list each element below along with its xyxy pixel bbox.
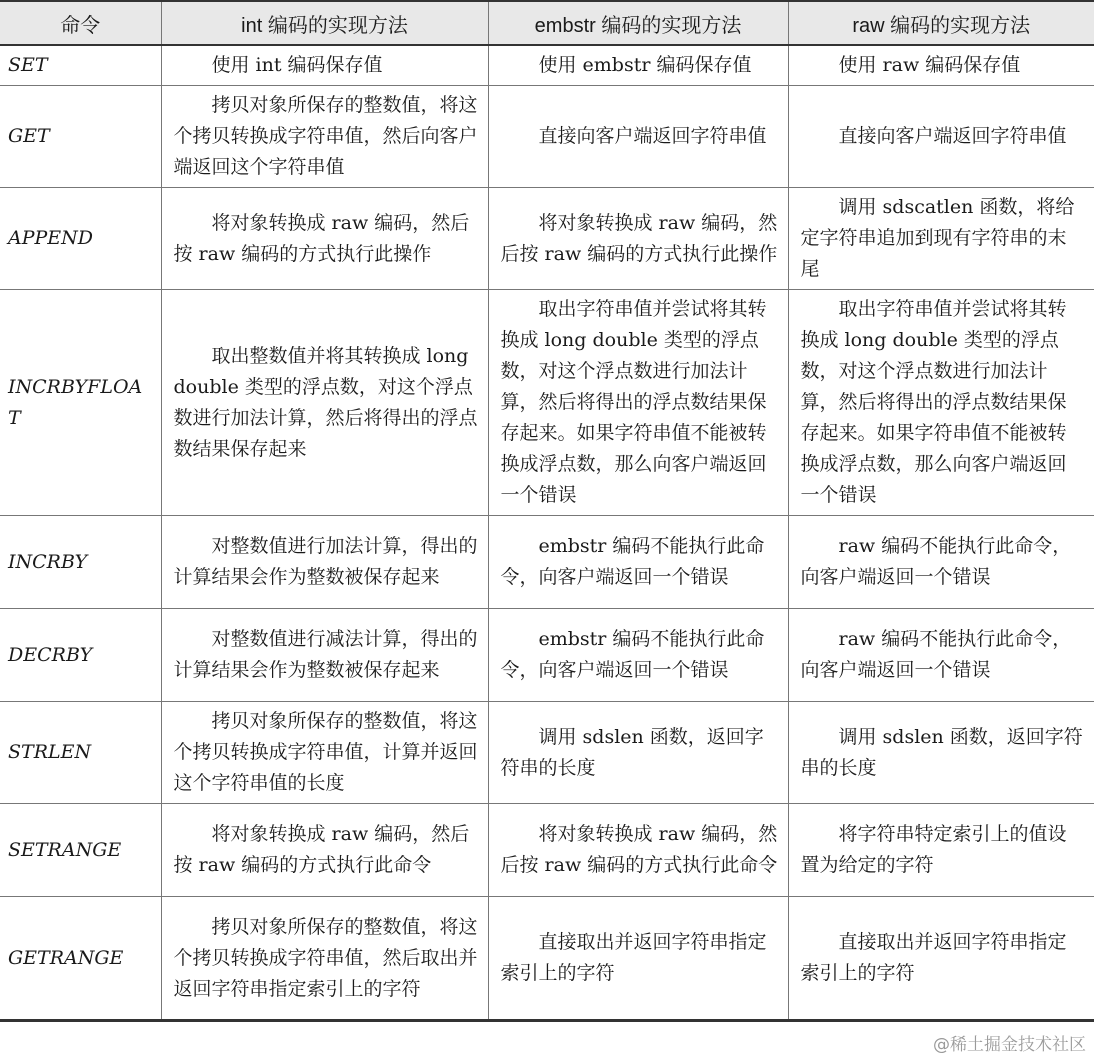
command-cell: GETRANGE <box>0 897 161 1021</box>
table-row <box>0 702 1094 804</box>
command-cell: INCRBYFLOAT <box>0 290 161 516</box>
table-row <box>0 609 1094 702</box>
command-cell: DECRBY <box>0 609 161 702</box>
command-cell: APPEND <box>0 188 161 290</box>
watermark: @稀土掘金技术社区 <box>933 1035 1086 1055</box>
raw-cell: raw 编码不能执行此命令，向客户端返回一个错误 <box>788 516 1094 609</box>
raw-cell: 调用 sdscatlen 函数，将给定字符串追加到现有字符串的末尾 <box>788 188 1094 290</box>
embstr-cell: 直接取出并返回字符串指定索引上的字符 <box>488 897 788 1021</box>
int-cell: 将对象转换成 raw 编码，然后按 raw 编码的方式执行此命令 <box>161 804 488 897</box>
embstr-cell: 将对象转换成 raw 编码，然后按 raw 编码的方式执行此操作 <box>488 188 788 290</box>
table-row <box>0 804 1094 897</box>
raw-cell: 直接向客户端返回字符串值 <box>788 86 1094 188</box>
embstr-cell: 将对象转换成 raw 编码，然后按 raw 编码的方式执行此命令 <box>488 804 788 897</box>
embstr-cell: embstr 编码不能执行此命令，向客户端返回一个错误 <box>488 609 788 702</box>
embstr-cell: 直接向客户端返回字符串值 <box>488 86 788 188</box>
table-row <box>0 290 1094 516</box>
header-command: 命令 <box>0 1 161 45</box>
header-embstr: embstr 编码的实现方法 <box>488 1 788 45</box>
embstr-cell: 使用 embstr 编码保存值 <box>488 45 788 86</box>
int-cell: 将对象转换成 raw 编码，然后按 raw 编码的方式执行此操作 <box>161 188 488 290</box>
raw-cell: 使用 raw 编码保存值 <box>788 45 1094 86</box>
raw-cell: 调用 sdslen 函数，返回字符串的长度 <box>788 702 1094 804</box>
int-cell: 使用 int 编码保存值 <box>161 45 488 86</box>
int-cell: 拷贝对象所保存的整数值，将这个拷贝转换成字符串值，然后向客户端返回这个字符串值 <box>161 86 488 188</box>
int-cell: 对整数值进行加法计算，得出的计算结果会作为整数被保存起来 <box>161 516 488 609</box>
int-cell: 取出整数值并将其转换成 long double 类型的浮点数，对这个浮点数进行加法计算，然后将得出的浮点数结果保存起来 <box>161 290 488 516</box>
int-cell: 对整数值进行减法计算，得出的计算结果会作为整数被保存起来 <box>161 609 488 702</box>
command-cell: INCRBY <box>0 516 161 609</box>
header-int: int 编码的实现方法 <box>161 1 488 45</box>
int-cell: 拷贝对象所保存的整数值，将这个拷贝转换成字符串值，计算并返回这个字符串值的长度 <box>161 702 488 804</box>
header-raw: raw 编码的实现方法 <box>788 1 1094 45</box>
table-row <box>0 516 1094 609</box>
embstr-cell: 取出字符串值并尝试将其转换成 long double 类型的浮点数，对这个浮点数进行加法计算，然后将得出的浮点数结果保存起来。如果字符串值不能被转换成浮点数，那么向客户端返回一个错误 <box>488 290 788 516</box>
embstr-cell: embstr 编码不能执行此命令，向客户端返回一个错误 <box>488 516 788 609</box>
raw-cell: 直接取出并返回字符串指定索引上的字符 <box>788 897 1094 1021</box>
embstr-cell: 调用 sdslen 函数，返回字符串的长度 <box>488 702 788 804</box>
command-cell: STRLEN <box>0 702 161 804</box>
table-row <box>0 45 1094 86</box>
raw-cell: raw 编码不能执行此命令，向客户端返回一个错误 <box>788 609 1094 702</box>
command-cell: SET <box>0 45 161 86</box>
command-cell: GET <box>0 86 161 188</box>
command-cell: SETRANGE <box>0 804 161 897</box>
table-row <box>0 86 1094 188</box>
table-row <box>0 188 1094 290</box>
header-row <box>0 1 1094 45</box>
int-cell: 拷贝对象所保存的整数值，将这个拷贝转换成字符串值，然后取出并返回字符串指定索引上的字符 <box>161 897 488 1021</box>
raw-cell: 将字符串特定索引上的值设置为给定的字符 <box>788 804 1094 897</box>
raw-cell: 取出字符串值并尝试将其转换成 long double 类型的浮点数，对这个浮点数进行加法计算，然后将得出的浮点数结果保存起来。如果字符串值不能被转换成浮点数，那么向客户端返回一个错误 <box>788 290 1094 516</box>
table-row <box>0 897 1094 1021</box>
